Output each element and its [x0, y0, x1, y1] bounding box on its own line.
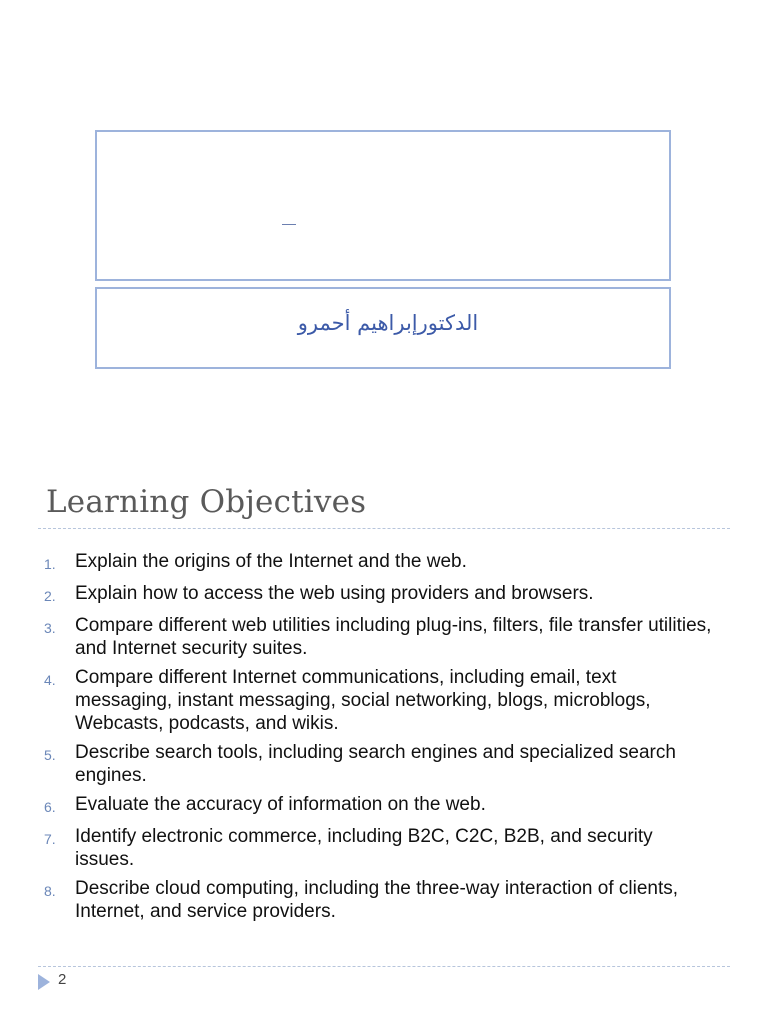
objective-text: Explain the origins of the Internet and the web.	[75, 551, 467, 572]
objective-number: 7.	[44, 831, 56, 847]
objective-item	[44, 550, 714, 576]
objective-item	[44, 825, 714, 871]
page-number: 2	[58, 971, 67, 988]
objective-number: 4.	[44, 672, 56, 688]
objective-text: Explain how to access the web using providers and browsers.	[75, 583, 594, 604]
objective-text: Compare different Internet communications, including email, text messaging, instant messaging, social networking, blogs, microblogs, Webcasts, podcasts, and wikis.	[75, 667, 651, 734]
triangle-bullet-icon	[38, 974, 50, 990]
objective-item	[44, 793, 714, 819]
author-name: الدكتورإبراهيم أحمرو	[297, 311, 479, 335]
objective-number: 3.	[44, 620, 56, 636]
objective-number: 1.	[44, 556, 56, 572]
title-dash-mark	[282, 224, 296, 225]
objective-item	[44, 582, 714, 608]
objective-item	[44, 877, 714, 923]
title-divider	[38, 528, 730, 529]
objective-text: Compare different web utilities including plug-ins, filters, file transfer utilities, and Internet security suites.	[75, 615, 712, 659]
objective-number: 5.	[44, 747, 56, 763]
objective-number: 6.	[44, 799, 56, 815]
title-placeholder-box	[95, 130, 671, 281]
objective-text: Identify electronic commerce, including B2C, C2C, B2B, and security issues.	[75, 826, 653, 870]
objective-text: Describe search tools, including search engines and specialized search engines.	[75, 742, 676, 786]
author-box	[95, 287, 671, 369]
objective-item	[44, 614, 714, 660]
objective-item	[44, 666, 714, 735]
objective-number: 8.	[44, 883, 56, 899]
objectives-list	[44, 550, 714, 929]
objective-item	[44, 741, 714, 787]
objective-text: Evaluate the accuracy of information on the web.	[75, 794, 486, 815]
objective-text: Describe cloud computing, including the three-way interaction of clients, Internet, and service providers.	[75, 878, 679, 922]
footer-divider	[38, 966, 730, 967]
slide-title: Learning Objectives	[46, 484, 367, 520]
objective-number: 2.	[44, 588, 56, 604]
